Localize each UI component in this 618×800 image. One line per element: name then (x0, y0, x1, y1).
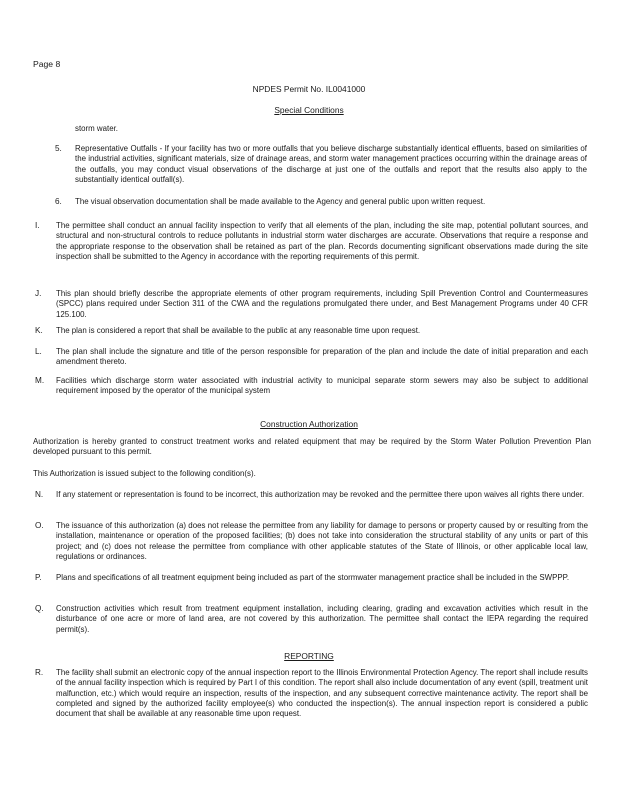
item-label-m: M. (35, 376, 45, 385)
item-label-r: R. (35, 668, 44, 677)
special-conditions-heading: Special Conditions (274, 105, 344, 115)
item-text-j: This plan should briefly describe the appropriate elements of other program requirements, including Spill Prevention Control and Countermeasures (SPCC) plans required under Section 311 of the CWA and the regulations promulgated there under, and Best Management Programs under 40 CFR 125.100. (56, 289, 588, 319)
authorization-intro: Authorization is hereby granted to construct treatment works and related equipment that may be required by the Storm Water Pollution Prevention Plan developed pursuant to this permit. (33, 437, 591, 457)
authorization-subject: This Authorization is issued subject to the following condition(s). (33, 469, 256, 478)
item-label-l: L. (35, 347, 42, 356)
reporting-heading: REPORTING (284, 651, 334, 661)
item-label-n: N. (35, 490, 44, 499)
item-text-o: The issuance of this authorization (a) does not release the permittee from any liability for damage to persons or property caused by or resulting from the installation, maintenance or operation of the proposed facilities; (b) does not take into consideration the structural stability of any units or part of this project; and (c) does not release the permittee from compliance with other applicable statutes of the State of Illinois, or other applicable local law, regulations or ordinances. (56, 521, 588, 561)
item-text-k: The plan is considered a report that shall be available to the public at any reasonable time upon request. (56, 326, 421, 335)
continuation-text: storm water. (75, 124, 118, 133)
item-text-p: Plans and specifications of all treatment equipment being included as part of the stormwater management practice shall be included in the SWPPP. (56, 573, 570, 582)
item-text-m: Facilities which discharge storm water associated with industrial activity to municipal separate storm sewers may also be subject to additional requirement imposed by the operator of the municipal system (56, 376, 588, 396)
item-label-p: P. (35, 573, 42, 582)
item-label-j: J. (35, 289, 42, 298)
item-label-q: Q. (35, 604, 44, 613)
item-text-q: Construction activities which result from treatment equipment installation, including clearing, grading and excavation activities which result in the disturbance of one acre or more of land area, are not covered by this authorization. The permittee shall contact the IEPA regarding the required permit(s). (56, 604, 588, 634)
item-label-5: 5. (55, 144, 62, 153)
item-text-5: Representative Outfalls - If your facility has two or more outfalls that you believe discharge substantially identical effluents, based on similarities of the industrial activities, significant materials, size of drainage areas, and storm water management practices occurring within the drainage areas of the outfalls, you may conduct visual observations of the discharge at just one of the outfalls and report that the results also apply to the substantially identical outfall(s). (75, 144, 587, 184)
item-label-6: 6. (55, 197, 62, 206)
item-text-n: If any statement or representation is found to be incorrect, this authorization may be revoked and the permittee there upon waives all rights there under. (56, 490, 585, 499)
page-number: Page 8 (33, 59, 61, 69)
item-text-i: The permittee shall conduct an annual facility inspection to verify that all elements of the plan, including the site map, potential pollutant sources, and structural and non-structural controls to reduce pollutants in industrial storm water discharges are accurate. Observations that require a response and the appropriate response to the observation shall be retained as part of the plan. Records documenting significant observations made during the site inspection shall be submitted to the Agency in accordance with the reporting requirements of this permit. (56, 221, 588, 261)
item-text-r: The facility shall submit an electronic copy of the annual inspection report to the Illinois Environmental Protection Agency. The report shall include results of the annual facility inspection which is required by Part I of this condition. The report shall also include documentation of any event (spill, treatment unit malfunction, etc.) which would require an inspection, results of the inspection, and any subsequent corrective maintenance activity. The report shall be completed and signed by the authorized facility employee(s) who conducted the inspection(s). The annual inspection report is considered a public document that shall be available at any reasonable time upon request. (56, 668, 588, 719)
item-label-o: O. (35, 521, 44, 530)
item-label-i: I. (35, 221, 40, 230)
permit-number: NPDES Permit No. IL0041000 (252, 84, 366, 94)
construction-authorization-heading: Construction Authorization (260, 419, 358, 429)
item-text-6: The visual observation documentation shall be made available to the Agency and general public upon written request. (75, 197, 486, 206)
item-text-l: The plan shall include the signature and title of the person responsible for preparation of the plan and include the date of initial preparation and each amendment thereto. (56, 347, 588, 367)
item-label-k: K. (35, 326, 43, 335)
